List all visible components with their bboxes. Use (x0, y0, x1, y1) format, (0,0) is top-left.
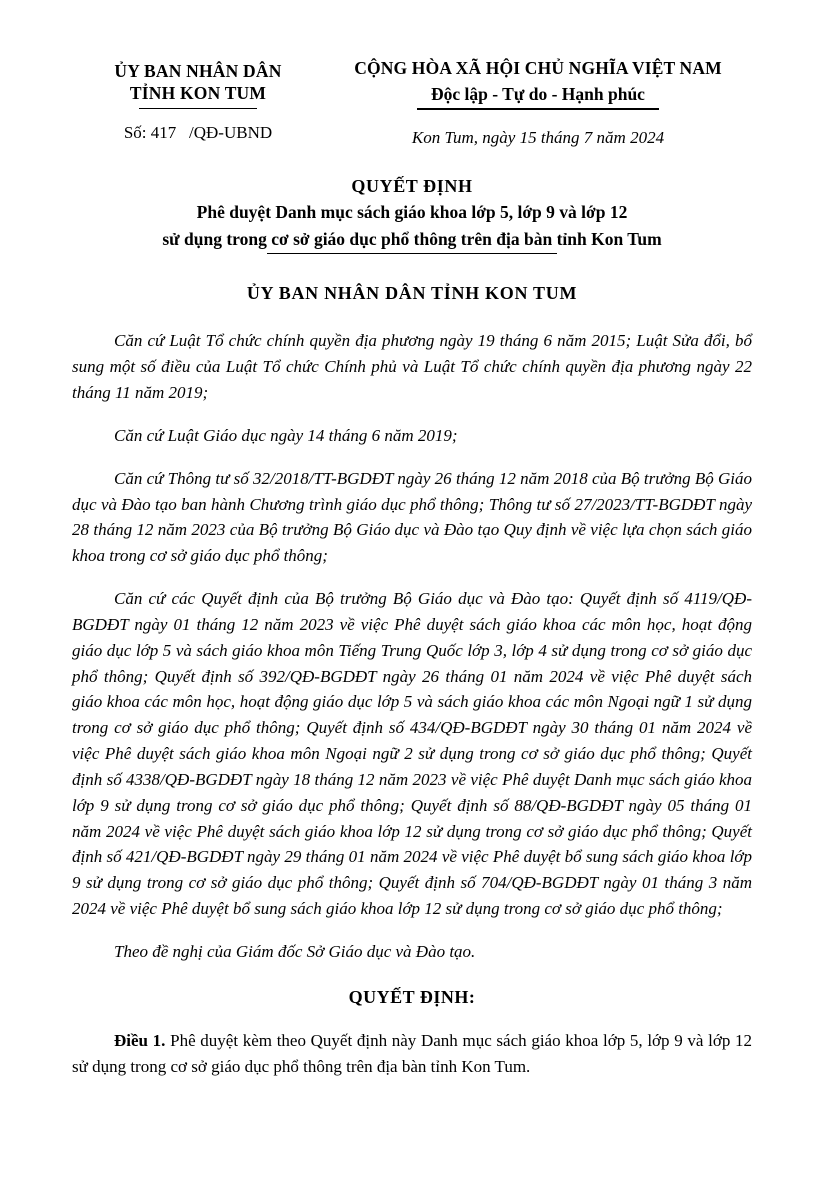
decision-word: QUYẾT ĐỊNH (351, 175, 473, 196)
title-underline (267, 253, 557, 255)
national-name: CỘNG HÒA XÃ HỘI CHỦ NGHĨA VIỆT NAM (354, 58, 722, 78)
organization-name-line1: ỦY BAN NHÂN DÂN (114, 61, 282, 81)
decision-subject-line1: Phê duyệt Danh mục sách giáo khoa lớp 5, lớp 9 và lớp 12 (196, 201, 628, 222)
document-body (72, 328, 752, 1079)
issuing-organization-block (72, 58, 324, 143)
legal-basis-paragraph-3: Căn cứ Thông tư số 32/2018/TT-BGDĐT ngày 26 tháng 12 năm 2018 của Bộ trưởng Bộ Giáo dục và Đào tạo ban hành Chương trình giáo dục phổ thông; Thông tư số 27/2023/TT-BGDĐT ngày 28 tháng 12 năm 2023 của Bộ trưởng Bộ Giáo dục và Đào tạo Quy định về việc lựa chọn sách giáo khoa trong cơ sở giáo dục phổ thông; (72, 468, 752, 566)
document-header (72, 58, 752, 148)
issuing-authority: ỦY BAN NHÂN DÂN TỈNH KON TUM (246, 283, 578, 304)
motto-underline (417, 108, 659, 110)
organization-name-line2: TỈNH KON TUM (129, 83, 267, 104)
decide-heading: QUYẾT ĐỊNH: (348, 986, 476, 1007)
national-heading-block (324, 58, 752, 148)
legal-basis-paragraph-2: Căn cứ Luật Giáo dục ngày 14 tháng 6 năm 2019; (114, 425, 458, 445)
document-title-block (72, 176, 752, 255)
article-1-label: Điều 1. (114, 1031, 166, 1051)
national-motto: Độc lập - Tự do - Hạnh phúc (431, 84, 645, 104)
organization-underline (139, 108, 257, 110)
document-number: Số: 417 /QĐ-UBND (123, 123, 273, 143)
article-1 (72, 1028, 752, 1080)
article-1-text: Phê duyệt kèm theo Quyết định này Danh mục sách giáo khoa lớp 5, lớp 9 và lớp 12 sử dụng trong cơ sở giáo dục phổ thông trên địa bàn tỉnh Kon Tum. (72, 1031, 753, 1076)
legal-basis-paragraph-4: Căn cứ các Quyết định của Bộ trưởng Bộ Giáo dục và Đào tạo: Quyết định số 4119/QĐ-BGDĐT ngày 01 tháng 12 năm 2023 về việc Phê duyệt sách giáo khoa các môn học, hoạt động giáo dục lớp 5 và sách giáo khoa môn Tiếng Trung Quốc lớp 3, lớp 4 sử dụng trong cơ sở giáo dục phổ thông; Quyết định số 392/QĐ-BGDĐT ngày 26 tháng 01 năm 2024 về việc Phê duyệt sách giáo khoa các môn học, hoạt động giáo dục lớp 5 và sách giáo khoa các môn Ngoại ngữ 1 sử dụng trong cơ sở giáo dục phổ thông; Quyết định số 434/QĐ-BGDĐT ngày 30 tháng 01 năm 2024 về việc Phê duyệt sách giáo khoa môn Ngoại ngữ 2 sử dụng trong cơ sở giáo dục phổ thông; Quyết định số 4338/QĐ-BGDĐT ngày 18 tháng 12 năm 2023 về việc Phê duyệt Danh mục sách giáo khoa lớp 9 sử dụng trong cơ sở giáo dục phổ thông; Quyết định số 88/QĐ-BGDĐT ngày 05 tháng 01 năm 2024 về việc Phê duyệt sách giáo khoa lớp 12 sử dụng trong cơ sở giáo dục phổ thông; Quyết định số 421/QĐ-BGDĐT ngày 29 tháng 01 năm 2024 về việc Phê duyệt bổ sung sách giáo khoa lớp 9 sử dụng trong cơ sở giáo dục phổ thông; Quyết định số 704/QĐ-BGDĐT ngày 01 tháng 3 năm 2024 về việc Phê duyệt bổ sung sách giáo khoa lớp 12 sử dụng trong cơ sở giáo dục phổ thông; (72, 589, 752, 919)
decision-subject-line2: sử dụng trong cơ sở giáo dục phổ thông trên địa bàn tỉnh Kon Tum (162, 228, 662, 249)
legal-basis-paragraph-1: Căn cứ Luật Tổ chức chính quyền địa phương ngày 19 tháng 6 năm 2015; Luật Sửa đổi, bổ sung một số điều của Luật Tổ chức Chính phủ và Luật Tổ chức chính quyền địa phương ngày 22 tháng 11 năm 2019; (72, 331, 752, 403)
proposal-paragraph: Theo đề nghị của Giám đốc Sở Giáo dục và Đào tạo. (114, 941, 476, 961)
place-and-date: Kon Tum, ngày 15 tháng 7 năm 2024 (411, 127, 665, 147)
